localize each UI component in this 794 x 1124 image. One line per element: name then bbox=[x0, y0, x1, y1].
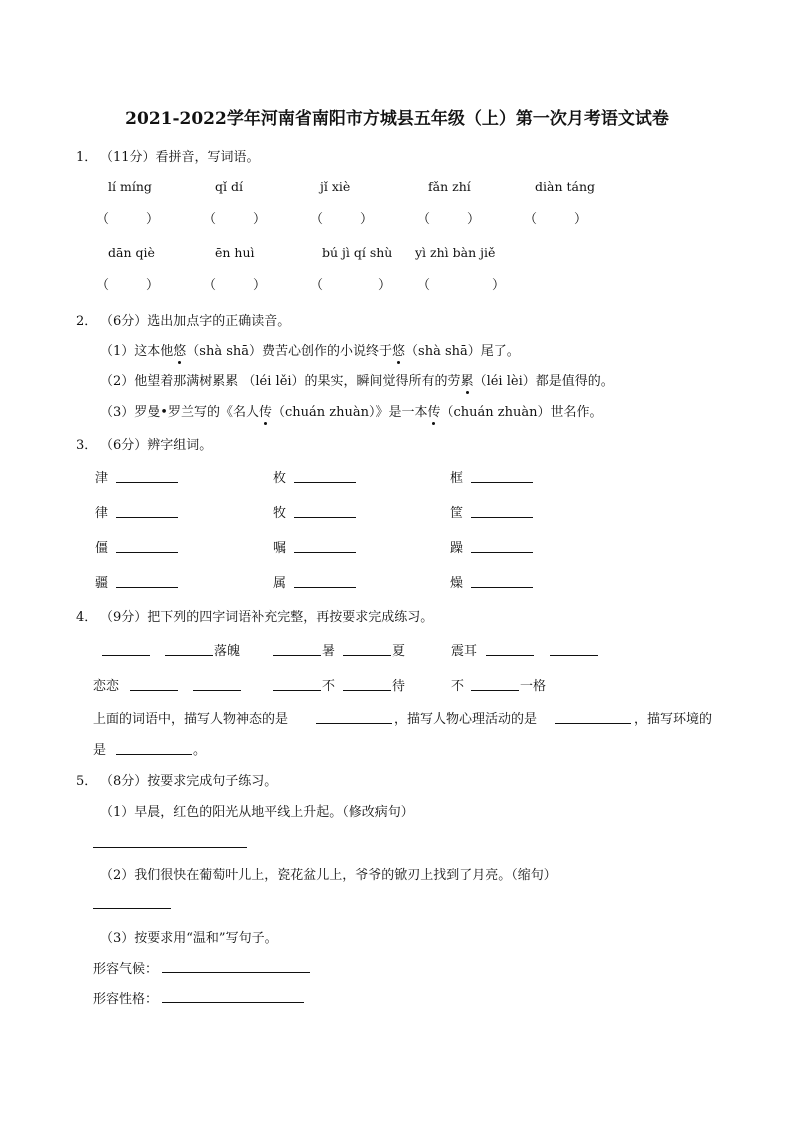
q2-sentence-2 bbox=[100, 370, 614, 389]
answer-blank[interactable] bbox=[116, 517, 178, 518]
page-title: 2021-2022学年河南省南阳市方城县五年级（上）第一次月考语文试卷 bbox=[125, 109, 669, 129]
answer-blank[interactable] bbox=[555, 723, 631, 724]
answer-paren-close: ） bbox=[574, 212, 588, 227]
q2-s2-text-c: （léi lèi）都是值得的。 bbox=[473, 374, 614, 389]
q4-instruction-c: ，描写环境的 bbox=[634, 712, 713, 727]
char-item: 僵 bbox=[95, 541, 109, 556]
q4-instruction-d: 是 bbox=[93, 743, 107, 758]
q4-stem: （9分）把下列的四字词语补充完整，再按要求完成练习。 bbox=[100, 610, 434, 625]
dotted-char: 累 bbox=[460, 374, 474, 389]
answer-paren-open: （ bbox=[417, 212, 431, 227]
dotted-char: 悠 bbox=[173, 344, 187, 359]
char-item: 属 bbox=[273, 576, 287, 591]
answer-blank[interactable] bbox=[294, 587, 356, 588]
q2-stem: （6分）选出加点字的正确读音。 bbox=[100, 314, 291, 329]
answer-paren-open: （ bbox=[524, 212, 538, 227]
answer-paren-open: （ bbox=[417, 278, 431, 293]
answer-paren-open: （ bbox=[203, 212, 217, 227]
answer-paren-close: ） bbox=[467, 212, 481, 227]
answer-blank[interactable] bbox=[116, 482, 178, 483]
answer-blank[interactable] bbox=[471, 482, 533, 483]
answer-blank[interactable] bbox=[471, 517, 533, 518]
pinyin-9: yì zhì bàn jiě bbox=[415, 245, 496, 260]
answer-blank[interactable] bbox=[116, 587, 178, 588]
answer-blank[interactable] bbox=[93, 847, 247, 848]
q2-number: 2． bbox=[76, 314, 98, 329]
word-part: 一格 bbox=[520, 679, 547, 694]
char-item: 牧 bbox=[273, 506, 287, 521]
answer-paren-close: ） bbox=[378, 278, 392, 293]
q4-instruction-b: ，描写人物心理活动的是 bbox=[394, 712, 538, 727]
answer-blank[interactable] bbox=[273, 690, 321, 691]
pinyin-8: bú jì qí shù bbox=[322, 245, 393, 260]
q2-s3-text-e: （chuán zhuàn）世名作。 bbox=[440, 405, 603, 420]
word-part: 震耳 bbox=[451, 644, 478, 659]
answer-paren-close: ） bbox=[253, 278, 267, 293]
answer-paren-open: （ bbox=[96, 278, 110, 293]
answer-blank[interactable] bbox=[130, 690, 178, 691]
q2-s1-text-c: （shà shā）费苦心创作的小说终于 bbox=[186, 344, 393, 359]
q2-s3-text-c: （chuán zhuàn）》是一本 bbox=[271, 405, 428, 420]
char-item: 律 bbox=[95, 506, 109, 521]
dotted-char: 悠 bbox=[392, 344, 406, 359]
answer-paren-close: ） bbox=[146, 278, 160, 293]
answer-blank[interactable] bbox=[116, 754, 192, 755]
q5-sentence-1: （1）早晨，红色的阳光从地平线上升起。（修改病句） bbox=[100, 805, 414, 820]
answer-paren-open: （ bbox=[310, 278, 324, 293]
label-character: 形容性格： bbox=[93, 992, 159, 1007]
char-item: 嘱 bbox=[273, 541, 287, 556]
answer-blank[interactable] bbox=[550, 655, 598, 656]
q1-number: 1． bbox=[76, 150, 98, 165]
answer-blank[interactable] bbox=[343, 690, 391, 691]
pinyin-5: diàn táng bbox=[535, 179, 596, 194]
q3-number: 3． bbox=[76, 438, 98, 453]
char-item: 枚 bbox=[273, 471, 287, 486]
answer-blank[interactable] bbox=[294, 482, 356, 483]
q5-stem: （8分）按要求完成句子练习。 bbox=[100, 774, 278, 789]
pinyin-3: jǐ xiè bbox=[320, 179, 351, 194]
q5-sentence-3: （3）按要求用“温和”写句子。 bbox=[100, 931, 278, 946]
pinyin-4: fǎn zhí bbox=[428, 179, 471, 194]
word-part: 落魄 bbox=[214, 644, 241, 659]
pinyin-1: lí míng bbox=[108, 179, 152, 194]
answer-paren-open: （ bbox=[96, 212, 110, 227]
answer-blank[interactable] bbox=[294, 552, 356, 553]
label-weather: 形容气候： bbox=[93, 962, 159, 977]
char-item: 框 bbox=[450, 471, 464, 486]
char-item: 躁 bbox=[450, 541, 464, 556]
q2-s2-text-a: （2）他望着那满树累累 （léi lěi）的果实，瞬间觉得所有的劳 bbox=[100, 374, 461, 389]
word-part: 待 bbox=[392, 679, 406, 694]
answer-blank[interactable] bbox=[102, 655, 150, 656]
q5-sentence-2: （2）我们很快在葡萄叶儿上，瓷花盆儿上，爷爷的锨刃上找到了月亮。（缩句） bbox=[100, 868, 557, 883]
answer-paren-open: （ bbox=[203, 278, 217, 293]
pinyin-7: ēn huì bbox=[215, 245, 255, 260]
q2-s1-text-e: （shà shā）尾了。 bbox=[405, 344, 520, 359]
dotted-char: 传 bbox=[258, 405, 272, 420]
q2-s3-text-a: （3）罗曼•罗兰写的《名人 bbox=[100, 405, 259, 420]
answer-blank[interactable] bbox=[294, 517, 356, 518]
word-part: 夏 bbox=[392, 644, 406, 659]
word-part: 恋恋 bbox=[93, 679, 120, 694]
answer-blank[interactable] bbox=[471, 552, 533, 553]
q2-sentence-3 bbox=[100, 401, 602, 420]
answer-blank[interactable] bbox=[273, 655, 321, 656]
dotted-char: 传 bbox=[427, 405, 441, 420]
q4-instruction-e: 。 bbox=[193, 743, 207, 758]
answer-blank[interactable] bbox=[486, 655, 534, 656]
char-item: 燥 bbox=[450, 576, 464, 591]
q4-number: 4． bbox=[76, 610, 98, 625]
answer-blank[interactable] bbox=[193, 690, 241, 691]
q2-s1-text-a: （1）这本他 bbox=[100, 344, 174, 359]
answer-blank[interactable] bbox=[116, 552, 178, 553]
pinyin-2: qǐ dí bbox=[215, 179, 243, 194]
q5-number: 5． bbox=[76, 774, 98, 789]
pinyin-6: dān qiè bbox=[108, 245, 155, 260]
answer-blank[interactable] bbox=[93, 908, 171, 909]
answer-blank[interactable] bbox=[316, 723, 392, 724]
answer-blank[interactable] bbox=[471, 587, 533, 588]
answer-blank[interactable] bbox=[471, 690, 519, 691]
q1-stem: （11分）看拼音，写词语。 bbox=[100, 150, 260, 165]
word-part: 不 bbox=[451, 679, 465, 694]
word-part: 暑 bbox=[322, 644, 336, 659]
char-item: 疆 bbox=[95, 576, 109, 591]
answer-paren-close: ） bbox=[253, 212, 267, 227]
answer-blank[interactable] bbox=[162, 972, 310, 973]
q2-sentence-1 bbox=[100, 340, 520, 359]
answer-blank[interactable] bbox=[162, 1002, 304, 1003]
answer-paren-close: ） bbox=[360, 212, 374, 227]
answer-paren-close: ） bbox=[492, 278, 506, 293]
answer-blank[interactable] bbox=[165, 655, 213, 656]
answer-paren-open: （ bbox=[310, 212, 324, 227]
char-item: 津 bbox=[95, 471, 109, 486]
answer-paren-close: ） bbox=[146, 212, 160, 227]
word-part: 不 bbox=[322, 679, 336, 694]
q4-instruction-a: 上面的词语中，描写人物神态的是 bbox=[93, 712, 289, 727]
char-item: 筐 bbox=[450, 506, 464, 521]
q3-stem: （6分）辨字组词。 bbox=[100, 438, 213, 453]
answer-blank[interactable] bbox=[343, 655, 391, 656]
